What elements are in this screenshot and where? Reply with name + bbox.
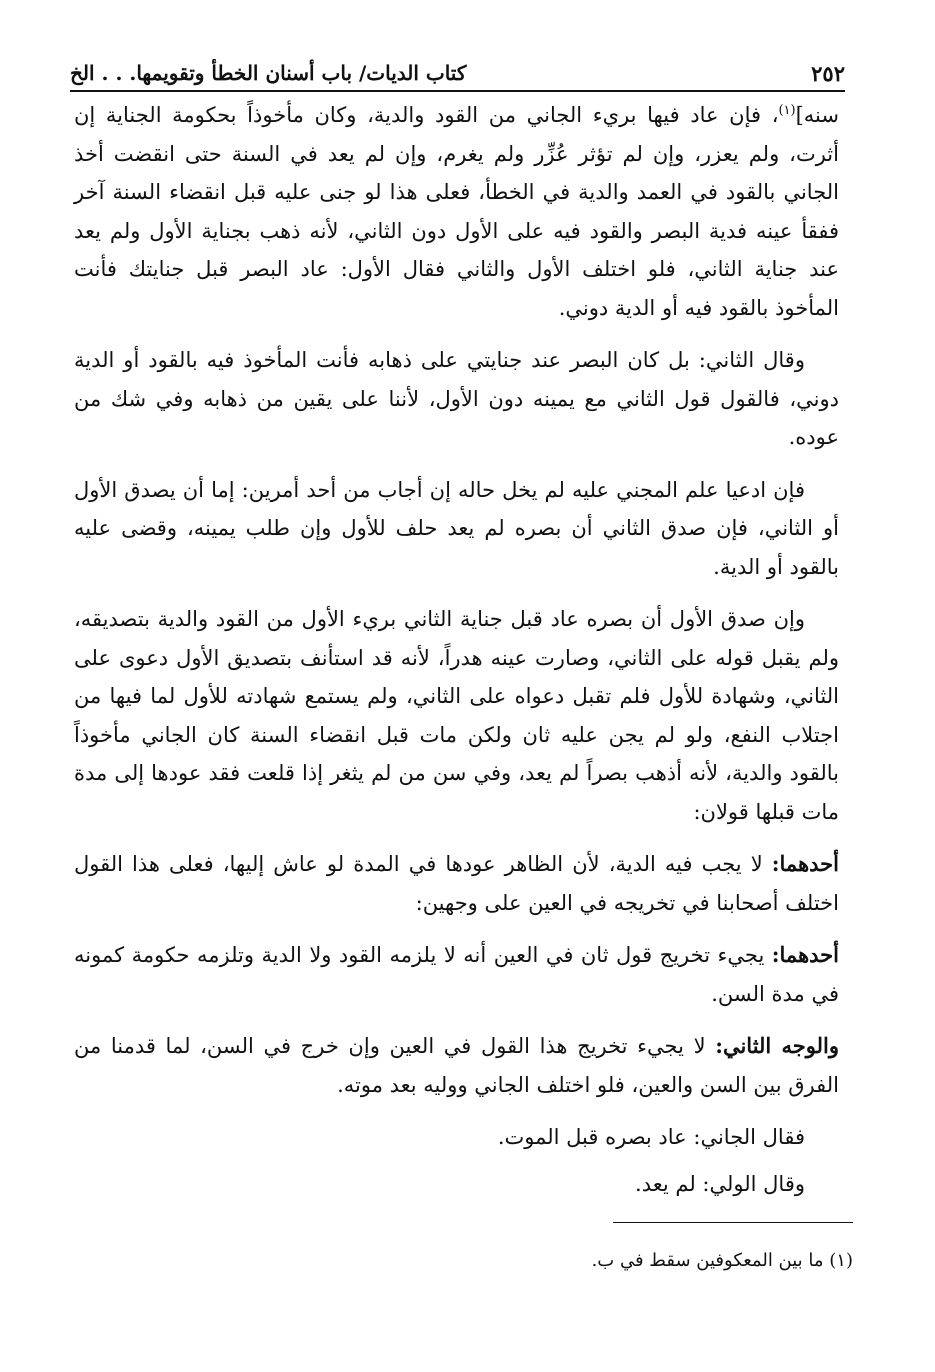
paragraph-lead: أحدهما: — [771, 942, 839, 967]
paragraph-lead: والوجه الثاني: — [715, 1033, 840, 1058]
paragraph — [74, 96, 839, 327]
paragraph-text: وقال الولي: لم يعد. — [635, 1171, 805, 1196]
paragraph-text: لا يجب فيه الدية، لأن الظاهر عودها في المدة لو عاش إليها، فعلى هذا القول اختلف أصحابنا في تخريجه في العين على وجهين: — [74, 852, 839, 915]
paragraph — [74, 1027, 839, 1104]
paragraph-text: فإن ادعيا علم المجني عليه لم يخل حاله إن أجاب من أحد أمرين: إما أن يصدق الأول أو الثاني، فإن صدق الثاني أن بصره لم يعد حلف للأول وإن طلب يمينه، وقضى عليه بالقود أو الدية. — [74, 477, 839, 579]
paragraph-text: فقال الجاني: عاد بصره قبل الموت. — [497, 1125, 805, 1149]
paragraph — [74, 845, 839, 922]
page-number: ٢٥٢ — [811, 60, 845, 86]
paragraph — [74, 600, 839, 831]
footnote-marker: (١) — [778, 103, 796, 118]
footnote: (١) ما بين المعكوفين سقط في ب. — [591, 1250, 853, 1271]
paragraph-lead: أحدهما: — [771, 851, 839, 876]
paragraph — [74, 1165, 839, 1204]
paragraph — [74, 471, 839, 587]
paragraph-text: لا يجيء تخريج هذا القول في العين وإن خرج في السن، لما قدمنا من الفرق بين السن والعين، فلو اختلف الجاني ووليه بعد موته. — [74, 1034, 839, 1097]
page-header — [70, 56, 845, 92]
footnote-divider — [613, 1222, 853, 1223]
running-title: كتاب الديات/ باب أسنان الخطأ وتقويمها. . . الخ — [70, 61, 467, 85]
paragraph-text: وقال الثاني: بل كان البصر عند جنايتي على ذهابه فأنت المأخوذ فيه بالقود أو الدية دوني، فالقول قول الثاني مع يمينه دون الأول، لأننا على يقين من ذهابه وفي شك من عوده. — [74, 348, 839, 449]
paragraph-text: يجيء تخريج قول ثان في العين أنه لا يلزمه القود ولا الدية وتلزمه حكومة كمونه في مدة السن. — [74, 943, 839, 1006]
paragraph — [74, 936, 839, 1013]
paragraph-text-start: سنه] — [795, 103, 839, 127]
paragraph-text: وإن صدق الأول أن بصره عاد قبل جناية الثاني بريء الأول من القود والدية بتصديقه، ولم يقبل قوله على الثاني، وصارت عينه هدراً، لأنه قد استأنف بتصديق الأول دعوى على الثاني، وشهادة للأول فلم تقبل دعواه على الثاني، ولم يستمع شهادته للأول لما فيها من اجتلاب النفع، ولو لم يجن عليه ثان ولكن مات قبل انقضاء السنة كان الجاني مأخوذاً بالقود والدية، لأنه أذهب بصراً لم يعد، وفي سن من لم يثغر إذا قلعت فقد عودها إلى مدة مات قبلها قولان: — [74, 607, 839, 824]
paragraph — [74, 341, 839, 457]
paragraph — [74, 1118, 839, 1157]
paragraph-text: ، فإن عاد فيها بريء الجاني من القود والدية، وكان مأخوذاً بحكومة الجناية إن أثرت، ولم يعزر، وإن لم تؤثر عُزِّر ولم يغرم، وإن لم يعد في السنة حتى انقضت أخذ الجاني بالقود في العمد والدية في الخطأ، فعلى هذا لو جنى عليه قبل انقضاء السنة آخر ففقأ عينه فدية البصر والقود فيه على الأول دون الثاني، لأنه ذهب بجناية الأول ولم يعد عند جناية الثاني، فلو اختلف الأول والثاني فقال الأول: عاد البصر قبل جنايتك فأنت المأخوذ بالقود فيه أو الدية دوني. — [74, 103, 839, 320]
body-text — [74, 96, 839, 1211]
